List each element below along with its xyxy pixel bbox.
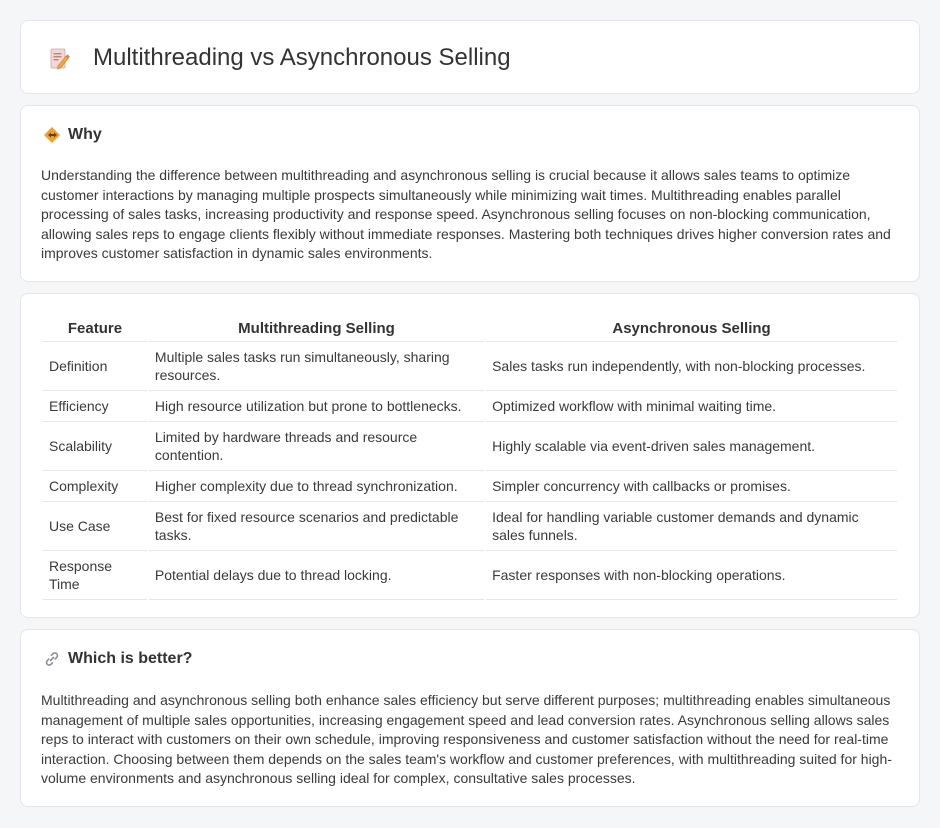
which-is-better-section bbox=[20, 629, 920, 807]
table-row bbox=[43, 471, 897, 502]
feature-cell: Use Case bbox=[43, 502, 147, 551]
page-title: Multithreading vs Asynchronous Selling bbox=[93, 44, 511, 71]
why-heading: Why bbox=[68, 126, 102, 143]
asynchronous-cell: Faster responses with non-blocking operations. bbox=[486, 551, 897, 600]
feature-cell: Definition bbox=[43, 342, 147, 391]
column-header-asynchronous: Asynchronous Selling bbox=[486, 314, 897, 342]
comparison-table bbox=[41, 314, 899, 600]
document-pencil-icon bbox=[47, 47, 71, 71]
table-row bbox=[43, 342, 897, 391]
feature-cell: Scalability bbox=[43, 422, 147, 471]
asynchronous-cell: Sales tasks run independently, with non-blocking processes. bbox=[486, 342, 897, 391]
better-heading-row bbox=[43, 650, 192, 668]
table-row bbox=[43, 391, 897, 422]
multithreading-cell: Potential delays due to thread locking. bbox=[149, 551, 484, 600]
multithreading-cell: Limited by hardware threads and resource contention. bbox=[149, 422, 484, 471]
column-header-multithreading: Multithreading Selling bbox=[149, 314, 484, 342]
why-section bbox=[20, 105, 920, 282]
table-header-row bbox=[43, 314, 897, 342]
asynchronous-cell: Optimized workflow with minimal waiting time. bbox=[486, 391, 897, 422]
link-icon bbox=[43, 650, 61, 668]
table-row bbox=[43, 502, 897, 551]
multithreading-cell: Higher complexity due to thread synchronization. bbox=[149, 471, 484, 502]
table-row bbox=[43, 422, 897, 471]
better-text: Multithreading and asynchronous selling both enhance sales efficiency but serve different purposes; multithreading enables simultaneous management of multiple sales opportunities, increasing engagement speed and lead conversion rates. Asynchronous selling allows sales reps to interact with customers on their own schedule, improving responsiveness and customer satisfaction without the need for real-time interaction. Choosing between them depends on the sales team's workflow and customer preferences, with multithreading suited for high-volume environments and asynchronous selling ideal for complex, consultative sales processes. bbox=[41, 692, 892, 787]
diamond-arrows-icon bbox=[43, 126, 61, 144]
asynchronous-cell: Highly scalable via event-driven sales management. bbox=[486, 422, 897, 471]
feature-cell: Response Time bbox=[43, 551, 147, 600]
feature-cell: Efficiency bbox=[43, 391, 147, 422]
asynchronous-cell: Simpler concurrency with callbacks or promises. bbox=[486, 471, 897, 502]
better-heading: Which is better? bbox=[68, 650, 193, 667]
multithreading-cell: High resource utilization but prone to bottlenecks. bbox=[149, 391, 484, 422]
column-header-feature: Feature bbox=[43, 314, 147, 342]
feature-cell: Complexity bbox=[43, 471, 147, 502]
table-row bbox=[43, 551, 897, 600]
why-heading-row bbox=[43, 126, 102, 144]
multithreading-cell: Best for fixed resource scenarios and predictable tasks. bbox=[149, 502, 484, 551]
why-text: Understanding the difference between multithreading and asynchronous selling is crucial because it allows sales teams to optimize customer interactions by managing multiple prospects simultaneously while minimizing wait times. Multithreading enables parallel processing of sales tasks, increasing productivity and response speed. Asynchronous selling focuses on non-blocking communication, allowing sales reps to engage clients flexibly without immediate responses. Mastering both techniques drives higher conversion rates and improves customer satisfaction in dynamic sales environments. bbox=[41, 167, 891, 262]
header-card bbox=[20, 20, 920, 94]
multithreading-cell: Multiple sales tasks run simultaneously, sharing resources. bbox=[149, 342, 484, 391]
asynchronous-cell: Ideal for handling variable customer demands and dynamic sales funnels. bbox=[486, 502, 897, 551]
comparison-section bbox=[20, 293, 920, 618]
